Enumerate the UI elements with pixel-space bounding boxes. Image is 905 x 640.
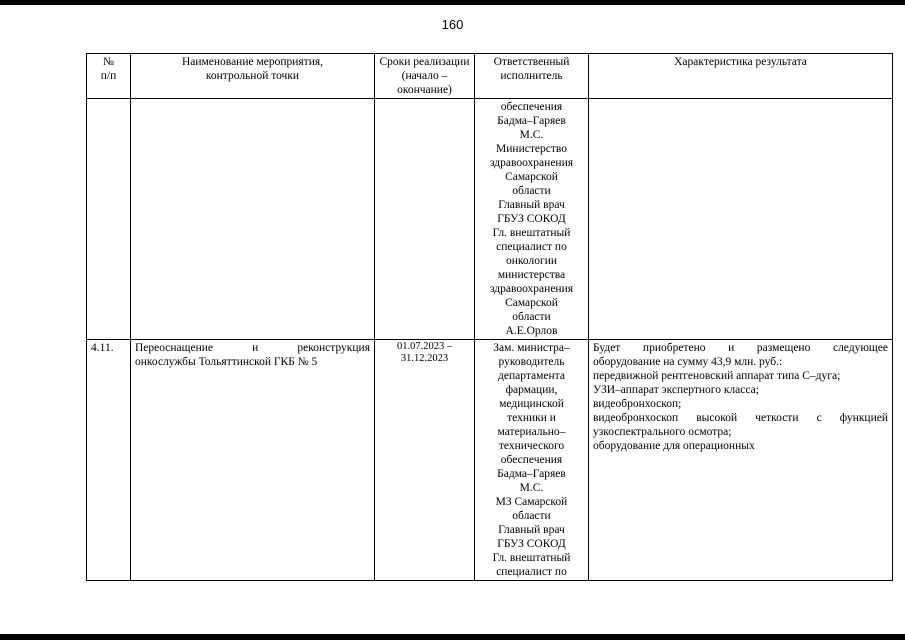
header-result: Характеристика результата bbox=[589, 54, 893, 99]
page-number: 160 bbox=[441, 17, 464, 32]
header-name: Наименование мероприятия, контрольной точки bbox=[131, 54, 375, 99]
header-num: № п/п bbox=[87, 54, 131, 99]
top-border bbox=[0, 0, 905, 5]
cell-result: Будет приобретено и размещено следующее оборудование на сумму 43,9 млн. руб.: передвижной рентгеновский аппарат типа С–дуга; УЗИ–аппарат экспертного класса; видеобронхоскоп; видеобронхоскоп высокой четкости с функцией узкоспектрального осмотра; оборудование для операционных bbox=[589, 340, 893, 581]
table-row bbox=[87, 340, 893, 581]
header-responsible: Ответственный исполнитель bbox=[475, 54, 589, 99]
cell-responsible: обеспечения Бадма–Гаряев М.С. Министерство здравоохранения Самарской области Главный врач ГБУЗ СОКОД Гл. внештатный специалист по онкологии министерства здравоохранения Самарской области А.Е.Орлов bbox=[475, 99, 589, 340]
activities-table bbox=[86, 53, 893, 581]
cell-num: 4.11. bbox=[87, 340, 131, 581]
bottom-border bbox=[0, 634, 905, 640]
cell-responsible: Зам. министра– руководитель департамента фармации, медицинской техники и материально– технического обеспечения Бадма–Гаряев М.С. МЗ Самарской области Главный врач ГБУЗ СОКОД Гл. внештатный специалист по bbox=[475, 340, 589, 581]
header-dates: Сроки реализации (начало – окончание) bbox=[375, 54, 475, 99]
cell-name: Переоснащение и реконструкция онкослужбы Тольяттинской ГКБ № 5 bbox=[131, 340, 375, 581]
cell-num bbox=[87, 99, 131, 340]
cell-dates: 01.07.2023 – 31.12.2023 bbox=[375, 340, 475, 581]
table-row bbox=[87, 99, 893, 340]
cell-name bbox=[131, 99, 375, 340]
cell-dates bbox=[375, 99, 475, 340]
cell-result bbox=[589, 99, 893, 340]
table-header-row bbox=[87, 54, 893, 99]
